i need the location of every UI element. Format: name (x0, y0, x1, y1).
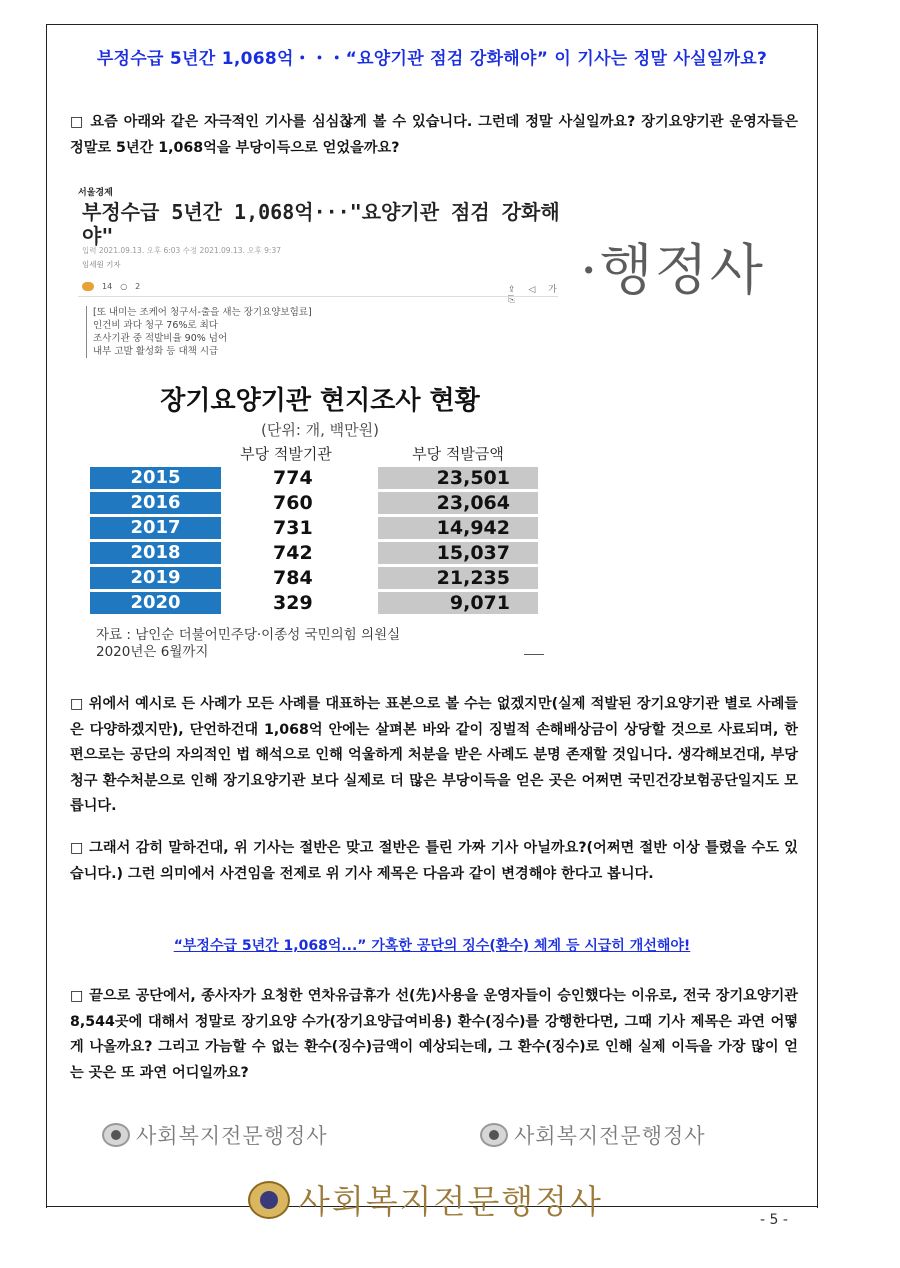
side-watermark: ·행정사 (580, 238, 765, 302)
watermark-text: 사회복지전문행정사 (514, 1124, 706, 1148)
row-count: 784 (273, 567, 313, 589)
table-title: 장기요양기관 현지조사 현황 (160, 386, 480, 416)
paragraph-analysis: □ 위에서 예시로 든 사례가 모든 사례를 대표하는 표본으로 볼 수는 없겠지만(실제 적발된 장기요양기관 별로 사례들은 다양하겠지만), 단언하건대 1,068억 안에는 살펴본 바와 같이 징벌적 손해배상금이 상당할 것으로 사료되며, 한편으로는 공단의 자의적인 법 해석으로 인해 억울하게 처분을 받은 사례도 분명 존재할 것입니다. 생각해보건대, 부당청구 환수처분으로 인해 장기요양기관 보다 실제로 더 많은 부당이득을 얻은 곳은 어쩌면 국민건강보험공단일지도 모릅니다. (70, 696, 798, 814)
row-year: 2020 (90, 592, 221, 614)
paragraph-opinion: □ 그래서 감히 말하건대, 위 기사는 절반은 맞고 절반은 틀린 가짜 기사 아닐까요?(어쩌면 절반 이상 틀렸을 수도 있습니다.) 그런 의미에서 사견임을 전제로 위 기사 제목은 다음과 같이 변경해야 한다고 봅니다. (70, 840, 798, 882)
row-amount: 21,235 (378, 567, 538, 589)
subhead-line: 인건비 과다 청구 76%로 최다 (93, 320, 218, 331)
footer-watermark-left (102, 1120, 328, 1150)
table-row (90, 517, 540, 539)
table-unit: (단위: 개, 백만원) (260, 421, 379, 439)
row-amount: 9,071 (378, 592, 538, 614)
footer-logo (248, 1176, 603, 1223)
subhead-line: 조사기관 중 적발비율 90% 넘어 (93, 333, 228, 344)
row-year: 2016 (90, 492, 221, 514)
article-tools: ⇪ ◁ 가 ⎘ (508, 285, 557, 305)
emblem-icon (248, 1181, 290, 1219)
paragraph-intro: □ 요즘 아래와 같은 자극적인 기사를 심심찮게 볼 수 있습니다. 그런데 정말 사실일까요? 장기요양기관 운영자들은 정말로 5년간 1,068억을 부당이득으로 얻었을까요? (70, 114, 798, 156)
row-amount: 14,942 (378, 517, 538, 539)
emblem-icon (102, 1123, 130, 1147)
row-count: 760 (273, 492, 313, 514)
article-timestamp: 입력 2021.09.13. 오후 6:03 수정 2021.09.13. 오후 9:37 (82, 246, 281, 255)
comment-count: 2 (135, 282, 141, 291)
watermark-text: 사회복지전문행정사 (136, 1124, 328, 1148)
row-year: 2018 (90, 542, 221, 564)
table-row (90, 592, 540, 614)
row-year: 2017 (90, 517, 221, 539)
reaction-icon (82, 282, 94, 291)
table-row (90, 567, 540, 589)
comment-icon: ○ (120, 282, 128, 291)
table-source (96, 627, 400, 661)
row-year: 2019 (90, 567, 221, 589)
source-line: 자료 : 남인순 더불어민주당·이종성 국민의힘 의원실 (96, 627, 401, 643)
row-amount: 23,064 (378, 492, 538, 514)
row-count: 731 (273, 517, 313, 539)
proposed-headline: “부정수급 5년간 1,068억...” 가혹한 공단의 징수(환수) 체계 등 시급히 개선해야! (173, 938, 691, 954)
col-header-amount: 부당 적발금액 (412, 445, 504, 463)
footer-watermark-right (480, 1120, 706, 1150)
table-row (90, 467, 540, 489)
row-amount: 15,037 (378, 542, 538, 564)
row-count: 329 (273, 592, 313, 614)
table-row (90, 542, 540, 564)
col-header-institutions: 부당 적발기관 (240, 445, 332, 463)
footer-logo-text: 사회복지전문행정사 (298, 1182, 603, 1221)
press-name: 서울경제 (78, 188, 113, 198)
row-count: 774 (273, 467, 313, 489)
inspection-table (90, 380, 550, 665)
divider (524, 654, 544, 655)
article-reactions (82, 282, 140, 291)
paragraph-conclusion: □ 끝으로 공단에서, 종사자가 요청한 연차유급휴가 선(先)사용을 운영자들이 승인했다는 이유로, 전국 장기요양기관 8,544곳에 대해서 정말로 장기요양 수가(장기요양급여비용) 환수(징수)를 강행한다면, 그때 기사 제목은 과연 어떻게 나올까요? 그리고 가늠할 수 없는 환수(징수)금액이 예상되는데, 그 환수(징수)로 인해 실제 이득을 가장 많이 얻는 곳은 또 과연 어디일까요? (70, 988, 798, 1081)
subhead-line: 내부 고발 활성화 등 대책 시급 (93, 346, 219, 357)
emblem-icon (480, 1123, 508, 1147)
reaction-count: 14 (102, 282, 113, 291)
article-author: 임세원 기자 (82, 260, 121, 269)
subhead-line: [또 내미는 조케어 청구서-출을 새는 장기요양보험료] (93, 307, 312, 318)
divider (78, 296, 558, 297)
article-subheads (86, 306, 312, 358)
source-note: 2020년은 6월까지 (96, 644, 209, 660)
row-amount: 23,501 (378, 467, 538, 489)
page-number: - 5 - (760, 1212, 788, 1228)
row-year: 2015 (90, 467, 221, 489)
news-article-image (78, 178, 558, 368)
document-title: 부정수급 5년간 1,068억・・・“요양기관 점검 강화해야” 이 기사는 정말 사실일까요? (96, 49, 768, 69)
row-count: 742 (273, 542, 313, 564)
article-headline: 부정수급 5년간 1,068억···"요양기관 점검 강화해야" (82, 200, 560, 248)
table-row (90, 492, 540, 514)
